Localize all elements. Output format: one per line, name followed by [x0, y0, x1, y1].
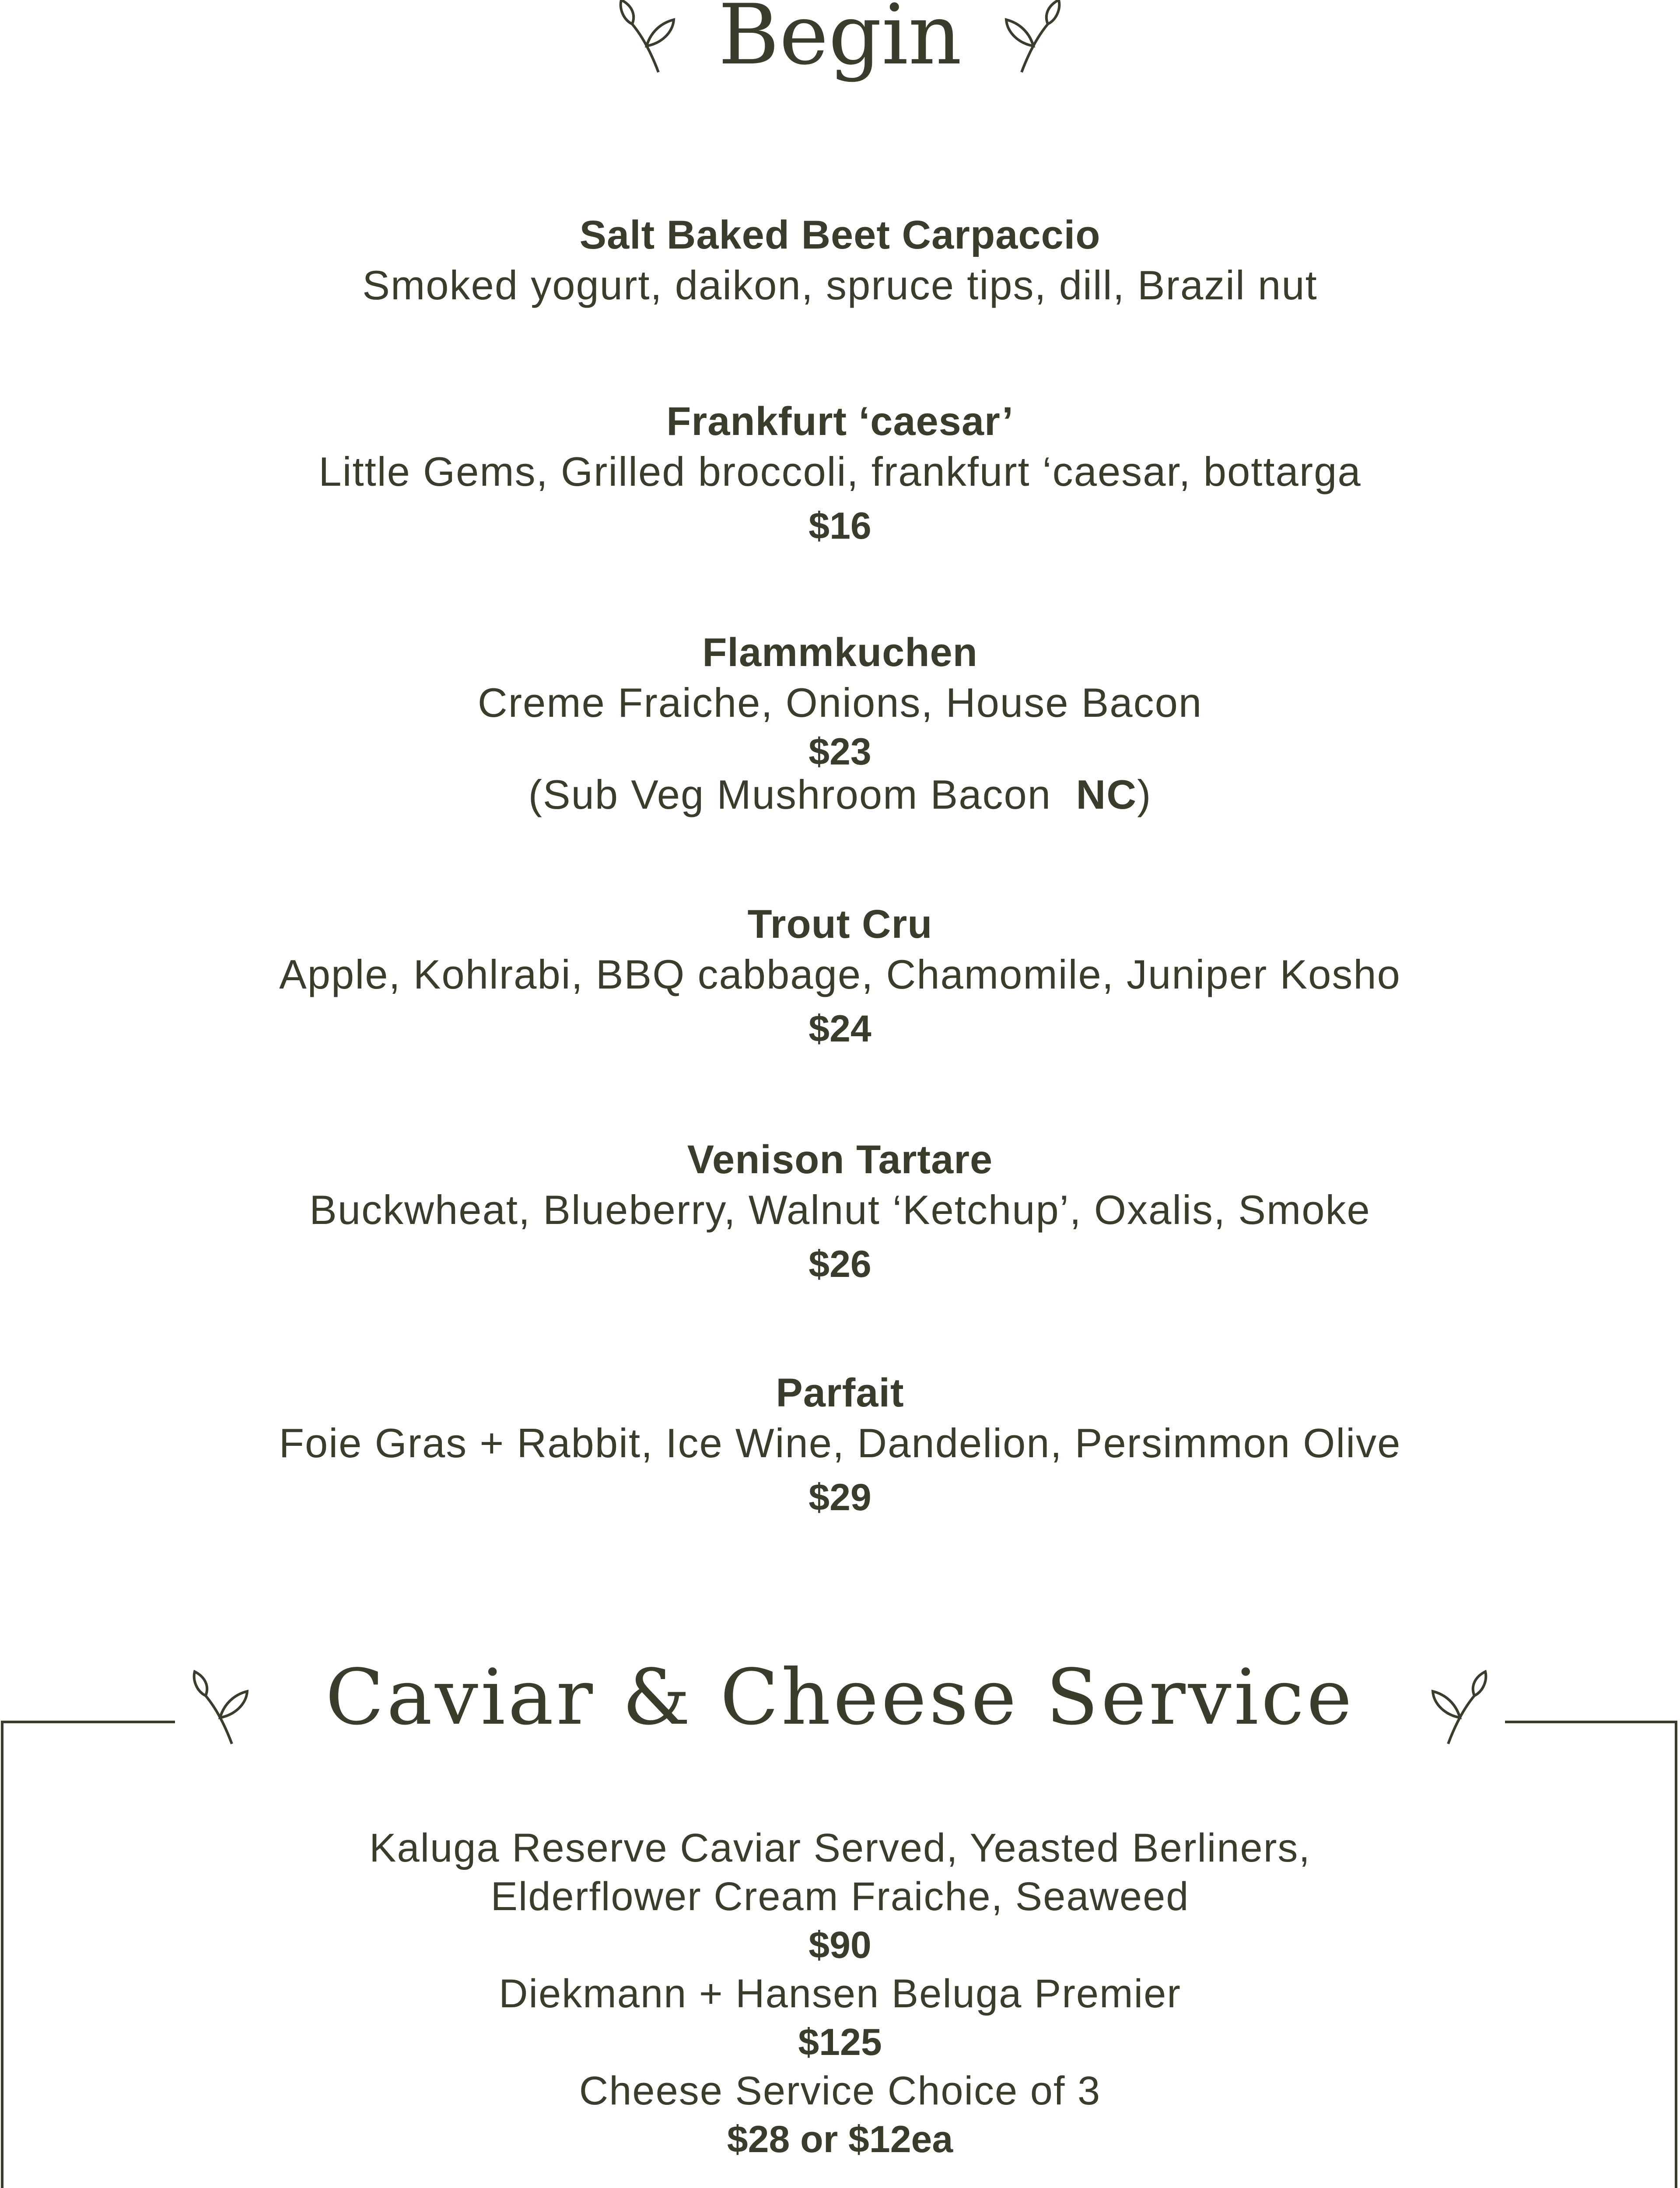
menu-item-note: [0, 773, 1680, 817]
leaf-sprig-icon: [998, 0, 1063, 85]
menu-item-name: Flammkuchen: [702, 630, 978, 675]
menu-item-price: $24: [808, 1008, 872, 1050]
menu-item-description: Foie Gras + Rabbit, Ice Wine, Dandelion, Persimmon Olive: [279, 1420, 1401, 1466]
menu-item-price: $16: [808, 505, 872, 547]
menu-item-trout-cru: [0, 898, 1680, 1055]
caviar-section-title: Caviar & Cheese Service: [325, 1653, 1355, 1742]
beluga-caviar-price: $125: [798, 2021, 882, 2063]
caviar-service-list: [0, 1824, 1680, 2164]
menu-item-name: Venison Tartare: [687, 1137, 993, 1182]
menu-item-name: Parfait: [776, 1371, 904, 1415]
begin-section-title: Begin: [718, 0, 962, 83]
menu-item-name: Salt Baked Beet Carpaccio: [579, 213, 1101, 257]
menu-item-parfait: [0, 1367, 1680, 1524]
note-nc-label: NC: [1076, 771, 1138, 817]
menu-item-price: $29: [808, 1476, 872, 1518]
menu-item-name: Trout Cru: [747, 902, 933, 947]
menu-item-price: $26: [808, 1243, 872, 1285]
menu-item-name: Frankfurt ‘caesar’: [666, 399, 1014, 444]
menu-item-description: Creme Fraiche, Onions, House Bacon: [477, 680, 1203, 726]
menu-item-description: Apple, Kohlrabi, BBQ cabbage, Chamomile, Juniper Kosho: [279, 951, 1401, 997]
kaluga-caviar-line-1: Kaluga Reserve Caviar Served, Yeasted Berliners,: [369, 1826, 1311, 1870]
cheese-service-line: Cheese Service Choice of 3: [579, 2069, 1101, 2113]
kaluga-caviar-line-2: Elderflower Cream Fraiche, Seaweed: [490, 1874, 1190, 1919]
menu-item-flammkuchen: [0, 627, 1680, 817]
kaluga-caviar-price: $90: [808, 1924, 872, 1966]
menu-item-frankfurt-caesar: [0, 396, 1680, 552]
beluga-caviar-line: Diekmann + Hansen Beluga Premier: [499, 1971, 1181, 2016]
note-close: ): [1137, 771, 1152, 817]
menu-item-description: Smoked yogurt, daikon, spruce tips, dill, Brazil nut: [362, 262, 1318, 308]
menu-item-description: Buckwheat, Blueberry, Walnut ‘Ketchup’, Oxalis, Smoke: [309, 1187, 1371, 1233]
menu-item-venison-tartare: [0, 1134, 1680, 1290]
cheese-service-price: $28 or $12ea: [727, 2118, 953, 2160]
note-text: (Sub Veg Mushroom Bacon: [528, 771, 1076, 817]
menu-item-beet-carpaccio: [0, 209, 1680, 310]
menu-item-description: Little Gems, Grilled broccoli, frankfurt ‘caesar, bottarga: [318, 449, 1362, 494]
menu-item-price: $23: [808, 731, 872, 773]
leaf-sprig-icon: [1424, 1669, 1490, 1757]
